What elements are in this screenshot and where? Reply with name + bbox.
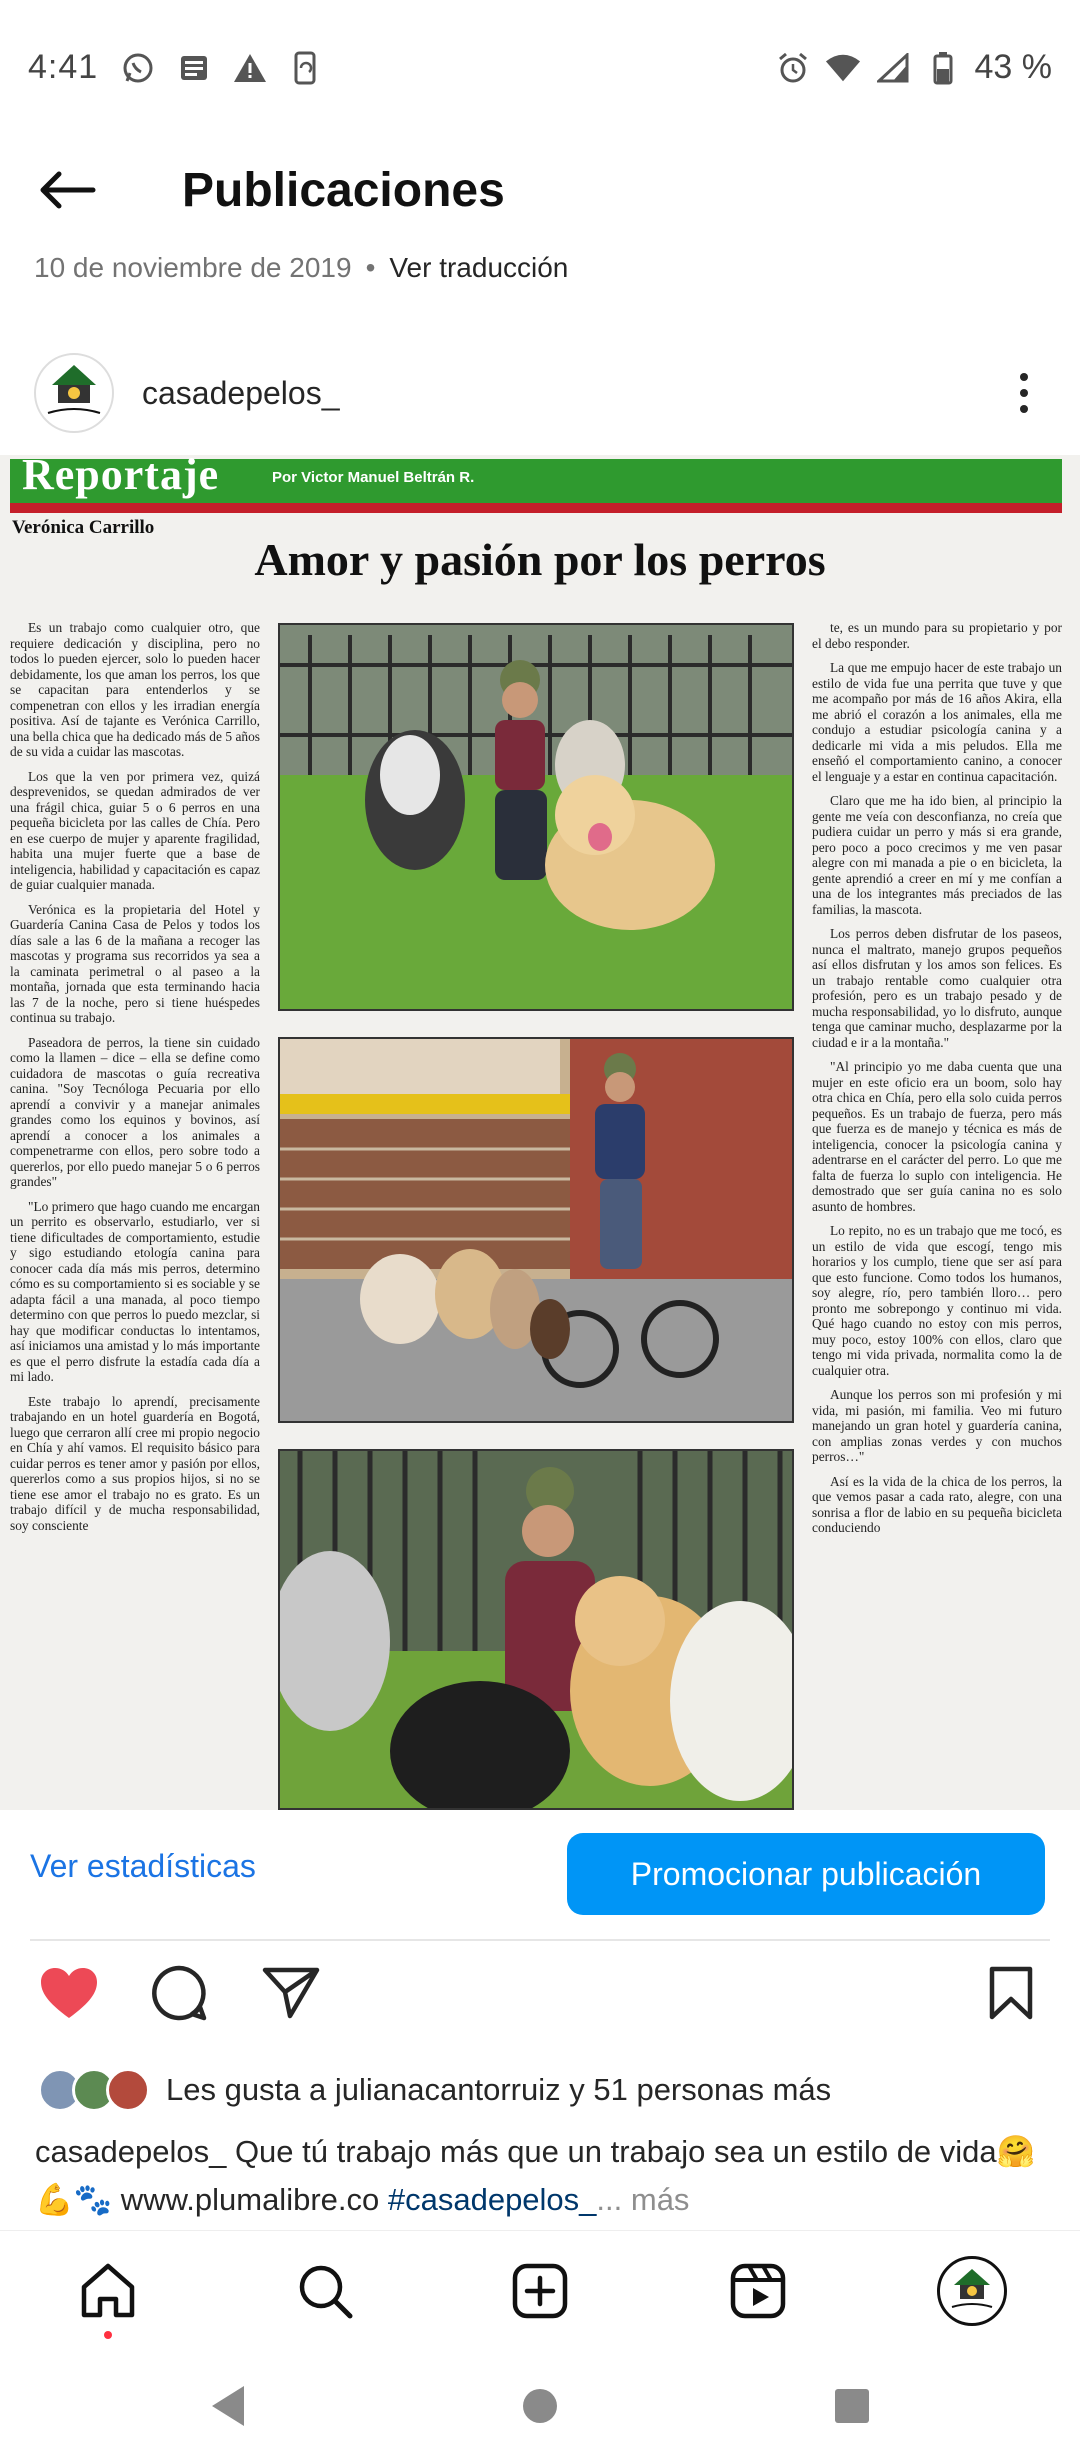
- phone-sync-icon: [288, 50, 324, 86]
- article-paragraph: Aunque los perros son mi profesión y mi vida, mi pasión, mi familia. Veo mi futuro manejando un gran hotel y guardería canina, con amplias zonas verdes y con muchos perros…": [812, 1387, 1062, 1464]
- article-paragraph: Es un trabajo como cualquier otro, que requiere dedicación y disciplina, pero no todos lo pueden ejercer, solo lo pueden hacer debidamente, los que aman los perros, los que se capacitan para entenderlos y se compenetran con ellos y les irradian energía positiva. Así de tajante es Verónica Carrillo, una bella chica que ha dedicado más de 5 años de su vida a cuidar las mascotas.: [10, 620, 260, 759]
- status-time: 4:41: [28, 48, 99, 86]
- notification-dot: [104, 2331, 112, 2339]
- view-insights-link[interactable]: Ver estadísticas: [30, 1848, 256, 1884]
- article-column-left: [10, 620, 260, 1810]
- home-icon: [78, 2261, 138, 2321]
- newspaper-banner-stripe: [10, 503, 1062, 513]
- likes-text: Les gusta a julianacantorruiz y 51 personas más: [166, 2072, 832, 2107]
- article-paragraph: te, es un mundo para su propietario y por el debo responder.: [812, 620, 1062, 651]
- nav-home[interactable]: [68, 2251, 148, 2331]
- article-paragraph: Los perros deben disfrutar de los paseos, nunca el maltrato, manejo grupos pequeños así ellos disfrutan y los amos son felices. Es un trabajo rentable como cualquier otra profesión, pero es un trabajo pesado y de mucha responsabilidad, yo lo disfruto, aunque tenga que caminar mucho, desplazarme por la ciudad e ir a la montaña.": [812, 926, 1062, 1050]
- circle-home-icon: [520, 2386, 560, 2426]
- liker-avatars: [38, 2068, 140, 2112]
- caption-username[interactable]: casadepelos_: [35, 2134, 227, 2169]
- whatsapp-icon: [120, 50, 156, 86]
- article-paragraph: Así es la vida de la chica de los perros, la que vemos pasar a cada rato, alegre, con una sonrisa a flor de labio en su pequeña bicicleta conduciendo: [812, 1473, 1062, 1535]
- likes-row[interactable]: [38, 2066, 831, 2114]
- heart-icon: [39, 1966, 99, 2020]
- square-recents-icon: [832, 2386, 872, 2426]
- article-column-right: [812, 620, 1062, 1810]
- article-paragraph: Lo repito, no es un trabajo que me tocó, es un estilo de vida que escogí, tengo mis horarios y los cumplo, tiene que ser así para que esto funcione. Como todos los humanos, soy alegre, río, pero también lloro… pero pronto me sobrepongo y continuo mi vida. Qué hago cuando no estoy con mis perros, muy poco, estoy 100% con ellos, claro que tengo mi vida privada, normalita como la de cualquier otra.: [812, 1223, 1062, 1378]
- caption-text: Que tú trabajo más que un trabajo sea un estilo de vida🤗 💪🐾 www.plumalibre.co: [35, 2134, 1036, 2217]
- like-button[interactable]: [36, 1960, 102, 2026]
- article-paragraph: "Lo primero que hago cuando me encargan un perrito es observarlo, estudiarlo, ver si tiene dificultades de comportamiento, estudie y sigo estudiando etología canina para conocer cada día más mis perros, determino cómo es su comportamiento si es sociable y se adapta fácil a una manada, al poco tiempo determino con que perros lo puedo mezclar, si hay que modificar conductas lo intentamos, así iniciamos una amistad y lo más importante es que el perro disfrute la estadía cada día a mi lado.: [10, 1198, 260, 1384]
- dot-icon: [1020, 373, 1028, 381]
- newspaper-photo-bicycle: [278, 1037, 794, 1423]
- send-icon: [262, 1966, 320, 2020]
- dot-icon: [1020, 405, 1028, 413]
- article-paragraph: Claro que me ha ido bien, al principio la gente me veía con desconfianza, no creía que pudiera cuidar un perro y más si era grande, pero poco a poco crecimos y me ven pasar alegre con mi manada a pie o en bicicleta, la gente aprendió a creer en mí y me confían a una de los integrantes más preciados de las familias, la mascota.: [812, 793, 1062, 917]
- save-button[interactable]: [978, 1960, 1044, 2026]
- battery-percentage: 43 %: [974, 48, 1052, 86]
- news-icon: [176, 50, 212, 86]
- notification-icons: [120, 50, 324, 86]
- bookmark-icon: [988, 1965, 1034, 2021]
- newspaper-section-title: Reportaje: [22, 455, 220, 499]
- profile-avatar: [937, 2256, 1007, 2326]
- article-paragraph: Verónica es la propietaria del Hotel y Guardería Canina Casa de Pelos y todos los días sale a las 6 de la mañana a recoger las mascotas y programa sus recorridos ya sea a la caminata perimetral o al paseo a la montaña, jornada que esta terminando hacia las 7 de la noche, pero si tiene huéspedes continua su trabajo.: [10, 901, 260, 1025]
- bottom-navigation: [0, 2230, 1080, 2348]
- separator-dot: •: [365, 252, 376, 283]
- search-icon: [296, 2262, 354, 2320]
- comment-icon: [150, 1964, 208, 2022]
- nav-reels[interactable]: [718, 2251, 798, 2331]
- casa-de-pelos-logo-icon: [942, 2261, 1002, 2321]
- system-back-button[interactable]: [200, 2378, 256, 2434]
- top-header: [0, 140, 1080, 240]
- dot-icon: [1020, 389, 1028, 397]
- more-options-button[interactable]: [1004, 363, 1044, 423]
- post-date: 10 de noviembre de 2019: [34, 252, 352, 283]
- system-home-button[interactable]: [512, 2378, 568, 2434]
- newspaper-photo-dogs-grass: [278, 623, 794, 1011]
- casa-de-pelos-logo-icon: [36, 355, 112, 431]
- back-button[interactable]: [32, 155, 102, 225]
- promote-post-button[interactable]: Promocionar publicación: [567, 1833, 1045, 1915]
- system-status-icons: [775, 48, 1053, 87]
- article-paragraph: Paseadora de perros, la tiene sin cuidado como la llamen – dice – ella se define como cuidadora de mascotas o guía recreativa canina. "Soy Tecnóloga Pecuaria por ello aprendí a convivir y a manejar animales grandes como los equinos y bovinos, así aprendí a conocer a los animales a compenetrarme con ellos, pero sobre todo a quererlos, por ello puedo manejar 5 o 6 perros grandes": [10, 1034, 260, 1189]
- newspaper-photo-hug: [278, 1449, 794, 1810]
- post-date-row: [34, 248, 568, 288]
- avatar: [106, 2068, 150, 2112]
- post-image[interactable]: [0, 455, 1080, 1810]
- post-caption: [35, 2128, 1045, 2224]
- article-paragraph: La que me empujo hacer de este trabajo un estilo de vida fue una perrita que tuve y que me acompaño por más de 16 años Akira, ella me abrió el corazón a los animales, ella me condujo a estudiar psicología canina y a dedicarle mi vida a mis peludos. Ella me enseñó el comportamiento canino, a conocer el lenguaje y a estar en continua capacitación.: [812, 660, 1062, 784]
- caption-hashtag[interactable]: #casadepelos_: [387, 2182, 597, 2217]
- post-header: [0, 345, 1080, 441]
- share-button[interactable]: [258, 1960, 324, 2026]
- back-arrow-icon: [37, 170, 97, 210]
- caption-more-link[interactable]: ... más: [596, 2182, 690, 2217]
- newspaper-author: Verónica Carrillo: [12, 517, 155, 538]
- reels-icon: [729, 2262, 787, 2320]
- alarm-icon: [775, 50, 811, 86]
- system-recents-button[interactable]: [824, 2378, 880, 2434]
- see-translation-link[interactable]: Ver traducción: [389, 252, 569, 283]
- nav-profile[interactable]: [932, 2251, 1012, 2331]
- newspaper-byline: Por Victor Manuel Beltrán R.: [272, 469, 475, 486]
- create-icon: [511, 2262, 569, 2320]
- newspaper-headline: Amor y pasión por los perros: [254, 534, 826, 585]
- warning-icon: [232, 50, 268, 86]
- triangle-back-icon: [208, 2384, 248, 2428]
- divider: [30, 1939, 1050, 1941]
- article-paragraph: "Al principio yo me daba cuenta que una mujer en este oficio era un boom, solo hay otra chica en Chía, pero ella solo cuida perros pequeños. Es un trabajo de fuerza, pero más que fuerza es de manejo y técnica es más de inteligencia, conocer la psicología canina y adentrarse en el carácter del perro. Lo que me falta de fuerza lo suplo con inteligencia. He demostrado que ser guía canina no es solo asunto de hombres.: [812, 1059, 1062, 1214]
- comment-button[interactable]: [146, 1960, 212, 2026]
- avatar[interactable]: [34, 353, 114, 433]
- post-actions: [0, 1960, 1080, 2034]
- article-paragraph: Este trabajo lo aprendí, precisamente trabajando en un hotel guardería en Bogotá, luego que cerraron allí cree mi propio negocio en Chía y ahí vamos. El requisito básico para cuidar perros es tener amor y pasión por ellos, quererlos como a sus propios hijos, si no se tiene ese amor el trabajo no es grato. Es un trabajo difícil y de mucha responsabilidad, soy consciente: [10, 1393, 260, 1533]
- page-title: Publicaciones: [182, 163, 505, 217]
- nav-create[interactable]: [500, 2251, 580, 2331]
- system-navigation-bar: [0, 2348, 1080, 2460]
- post-username[interactable]: casadepelos_: [142, 374, 340, 411]
- nav-search[interactable]: [285, 2251, 365, 2331]
- wifi-icon: [825, 50, 861, 86]
- status-bar: [0, 0, 1080, 135]
- signal-icon: [875, 50, 911, 86]
- article-paragraph: Los que la ven por primera vez, quizá desprevenidos, se quedan admirados de ver una frágil chica, guiar 5 o 6 perros en una pequeña bicicleta por las calles de Chía. Pero en ese cuerpo de mujer y aparente fragilidad, habita una mujer fuerte que a base de inteligencia, habilidad y capacitación es capaz de guiar cualquier manada.: [10, 768, 260, 892]
- battery-icon: [925, 50, 961, 86]
